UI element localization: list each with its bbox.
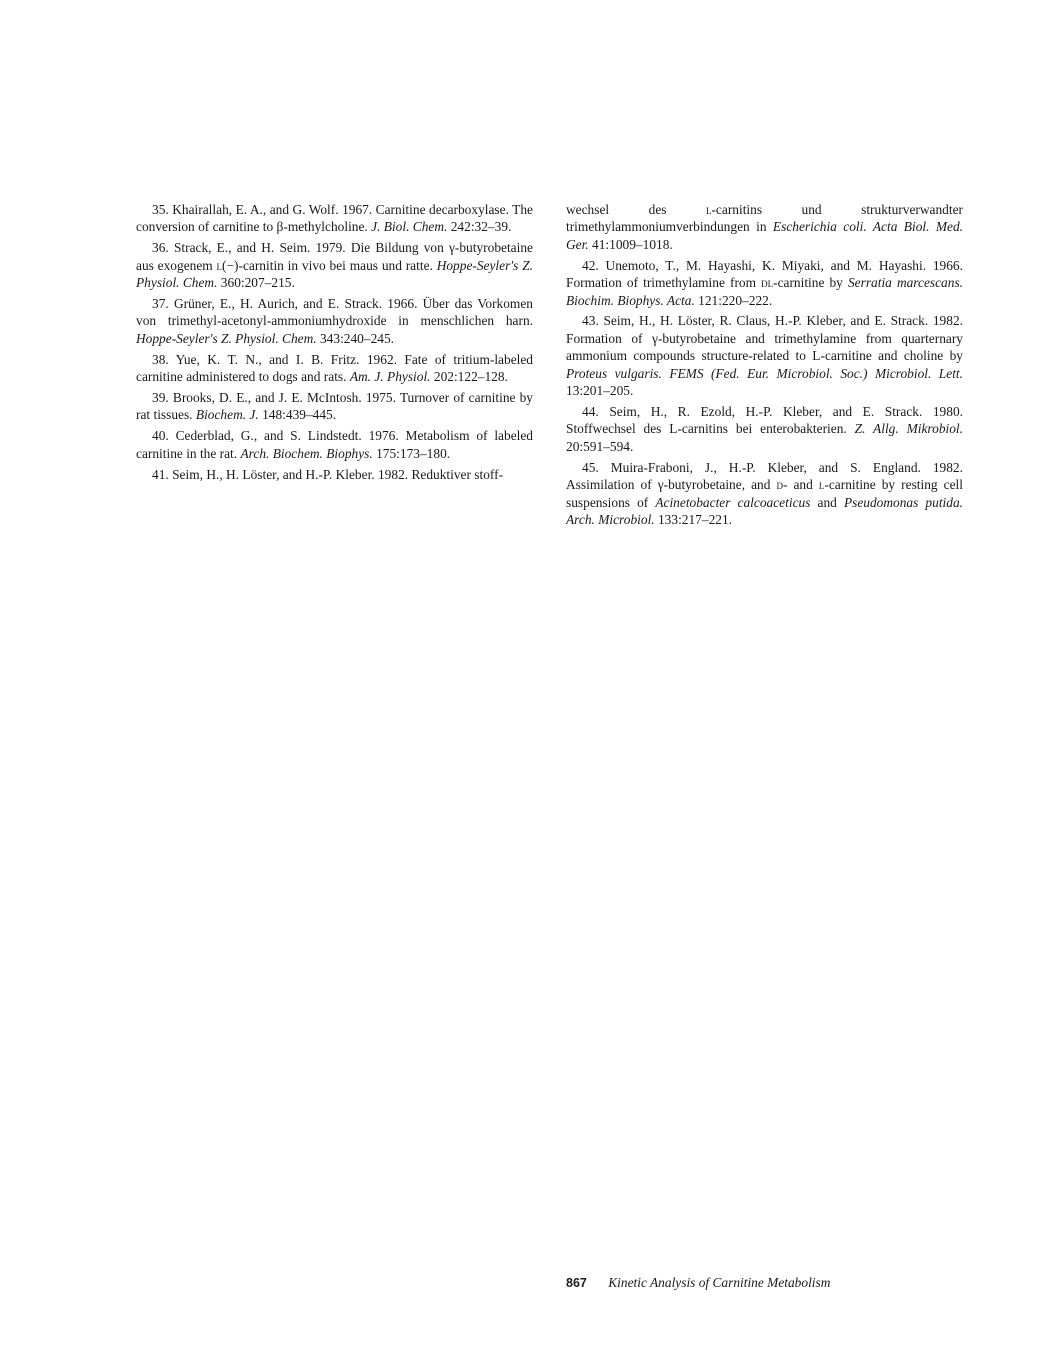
reference-journal-text: Proteus vulgaris. FEMS (Fed. Eur. Microbiol. Soc.) Microbiol. Lett.	[566, 365, 963, 381]
reference-number: 43.	[582, 313, 599, 329]
page-number: 867	[566, 1276, 587, 1290]
reference-text: -carnitine by	[773, 275, 848, 291]
reference-entry	[136, 427, 533, 462]
reference-journal-text: Hoppe-Seyler's Z. Physiol. Chem.	[136, 257, 533, 291]
reference-text: 121:220–222.	[694, 292, 773, 308]
reference-entry	[136, 295, 533, 347]
reference-text: Khairallah, E. A., and G. Wolf. 1967. Carnitine decarboxylase. The conversion of carnitine to β-methylcholine.	[136, 202, 533, 235]
reference-journal-text: Serratia marcescans. Biochim. Biophys. Acta.	[566, 275, 964, 308]
reference-text: Muira-Fraboni, J., H.-P. Kleber, and S. England. 1982. Assimilation of γ-butyrobetaine, and	[566, 459, 963, 493]
reference-text: 175:173–180.	[372, 445, 451, 461]
reference-text: 148:439–445.	[258, 407, 337, 423]
reference-entry	[566, 459, 963, 529]
reference-text: 41:1009–1018.	[588, 236, 673, 252]
reference-number: 35.	[152, 202, 169, 217]
reference-text: dl	[761, 275, 774, 291]
reference-entry	[566, 201, 963, 253]
reference-journal-text: Arch. Biochem. Biophys.	[240, 445, 373, 461]
reference-text: and	[810, 494, 844, 510]
reference-entry	[566, 257, 963, 309]
reference-number: 37.	[152, 296, 169, 312]
reference-entry	[566, 403, 963, 455]
reference-number: 36.	[152, 240, 169, 256]
reference-journal-text: J. Biol. Chem.	[371, 219, 448, 235]
reference-entry	[136, 466, 533, 483]
reference-column-left	[136, 201, 533, 487]
page-footer	[566, 1274, 926, 1292]
reference-journal-text: Pseudomonas putida. Arch. Microbiol.	[566, 494, 964, 527]
reference-text: Cederblad, G., and S. Lindstedt. 1976. Metabolism of labeled carnitine in the rat.	[136, 428, 533, 461]
reference-text: Brooks, D. E., and J. E. McIntosh. 1975. Turnover of carnitine by rat tissues.	[136, 390, 533, 423]
reference-number: 40.	[152, 428, 169, 444]
reference-text: -carnitine by resting cell suspensions of	[566, 477, 964, 510]
reference-entry	[136, 201, 533, 236]
reference-journal-text: Hoppe-Seyler's Z. Physiol. Chem.	[136, 330, 317, 346]
reference-number: 42.	[582, 257, 599, 273]
reference-text: l	[705, 202, 712, 217]
reference-entry	[136, 351, 533, 386]
reference-text: 202:122–128.	[430, 369, 508, 385]
reference-journal-text: Biochem. J.	[195, 407, 259, 423]
reference-text: Strack, E., and H. Seim. 1979. Die Bildung von γ-butyrobetaine aus exogenem	[136, 240, 533, 273]
reference-text: 343:240–245.	[316, 330, 395, 346]
reference-journal-text: Z. Allg. Mikrobiol.	[854, 421, 963, 437]
reference-number: 39.	[152, 390, 169, 406]
reference-text: -carnitins und strukturverwandter trimethylammoniumverbindungen in	[566, 202, 963, 235]
reference-text: d	[776, 477, 783, 493]
reference-number: 41.	[152, 466, 169, 482]
reference-number: 44.	[582, 403, 599, 419]
reference-text: Seim, H., H. Löster, and H.-P. Kleber. 1982. Reduktiver stoff-	[172, 466, 504, 482]
reference-number: 38.	[152, 351, 169, 367]
reference-text: Yue, K. T. N., and I. B. Fritz. 1962. Fate of tritium-labeled carnitine administered to dogs and rats.	[136, 351, 533, 385]
reference-journal-text: Am. J. Physiol.	[349, 369, 431, 385]
reference-text: 13:201–205.	[566, 383, 634, 399]
reference-text: 360:207–215.	[217, 275, 295, 291]
reference-entry	[136, 389, 533, 424]
reference-journal-text: Acinetobacter calcoaceticus	[655, 494, 811, 510]
reference-text: Grüner, E., H. Aurich, and E. Strack. 1966. Über das Vorkomen von trimethyl-acetonyl-ammoniumhydroxide in menschlichen harn.	[136, 296, 533, 329]
reference-text: (−)-carnitin in vivo bei maus und ratte.	[222, 257, 437, 273]
reference-entry	[136, 239, 533, 291]
reference-journal-text: Escherichia coli. Acta Biol. Med. Ger.	[566, 219, 963, 252]
reference-text: 20:591–594.	[566, 438, 634, 454]
reference-entry	[566, 312, 963, 399]
reference-text: - and	[782, 477, 819, 493]
reference-text: 133:217–221.	[654, 511, 733, 527]
reference-text: 242:32–39.	[447, 219, 512, 235]
reference-number: 45.	[582, 459, 599, 475]
reference-text: l	[818, 477, 825, 493]
reference-text: Seim, H., R. Ezold, H.-P. Kleber, and E. Strack. 1980. Stoffwechsel des L-carnitins bei enterobakterien.	[566, 403, 963, 437]
reference-column-right	[566, 201, 963, 532]
reference-text: Unemoto, T., M. Hayashi, K. Miyaki, and M. Hayashi. 1966. Formation of trimethylamine from	[566, 257, 963, 291]
reference-text: l	[216, 257, 223, 273]
reference-text: wechsel des	[566, 202, 706, 217]
running-title: Kinetic Analysis of Carnitine Metabolism	[608, 1275, 831, 1290]
reference-text: Seim, H., H. Löster, R. Claus, H.-P. Kleber, and E. Strack. 1982. Formation of γ-butyrobetaine and trimethylamine from quarternary ammonium compounds structure-related to L-carnitine and choline by	[566, 313, 963, 364]
